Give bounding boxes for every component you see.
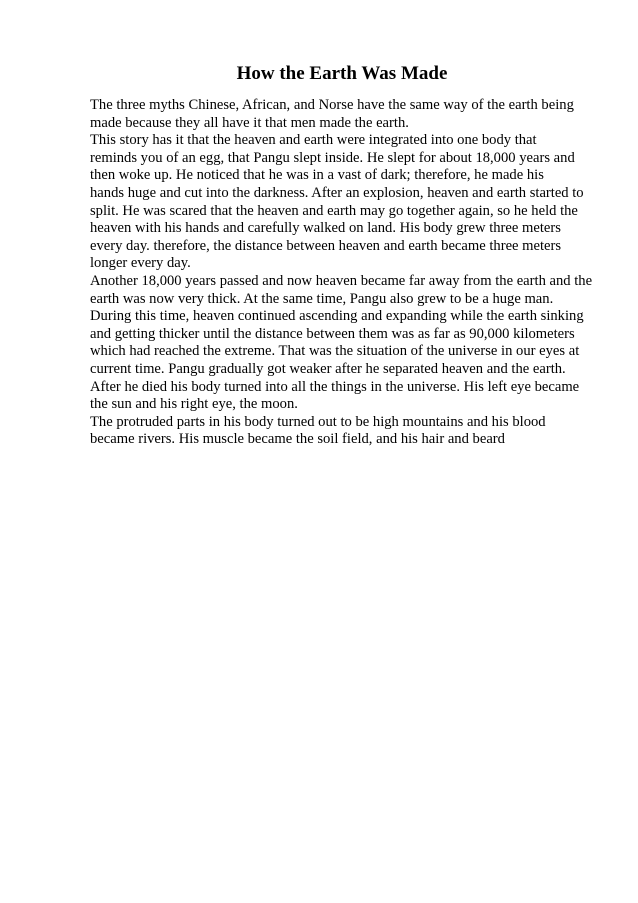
document-title: How the Earth Was Made [236,63,448,84]
text-line: which had reached the extreme. That was the situation of the universe in our eyes at [90,343,580,360]
text-line: earth was now very thick. At the same time, Pangu also grew to be a huge man. [90,290,554,307]
text-line: After he died his body turned into all the things in the universe. His left eye became [90,378,580,395]
text-line: longer every day. [90,255,191,272]
text-line: hands huge and cut into the darkness. After an explosion, heaven and earth started to [90,184,584,201]
text-line: and getting thicker until the distance between them was as far as 90,000 kilometers [90,325,575,342]
text-line: heaven with his hands and carefully walked on land. His body grew three meters [90,220,561,237]
text-line: The protruded parts in his body turned out to be high mountains and his blood [90,413,546,430]
text-line: The three myths Chinese, African, and Norse have the same way of the earth being [90,97,574,113]
text-line: every day. therefore, the distance between heaven and earth became three meters [90,237,562,254]
text-line: split. He was scared that the heaven and earth may go together again, so he held the [90,202,578,219]
text-line: This story has it that the heaven and earth were integrated into one body that [90,132,537,149]
text-line: Another 18,000 years passed and now heaven became far away from the earth and the [90,272,593,289]
text-line: became rivers. His muscle became the soil field, and his hair and beard [90,431,505,448]
text-line: then woke up. He noticed that he was in a vast of dark; therefore, he made his [90,167,544,184]
document-body [90,97,620,449]
text-line: current time. Pangu gradually got weaker after he separated heaven and the earth. [90,360,566,377]
text-line: reminds you of an egg, that Pangu slept inside. He slept for about 18,000 years and [90,149,575,166]
text-line: made because they all have it that men made the earth. [90,114,409,131]
text-line: During this time, heaven continued ascending and expanding while the earth sinking [90,308,584,325]
text-line: the sun and his right eye, the moon. [90,396,298,413]
